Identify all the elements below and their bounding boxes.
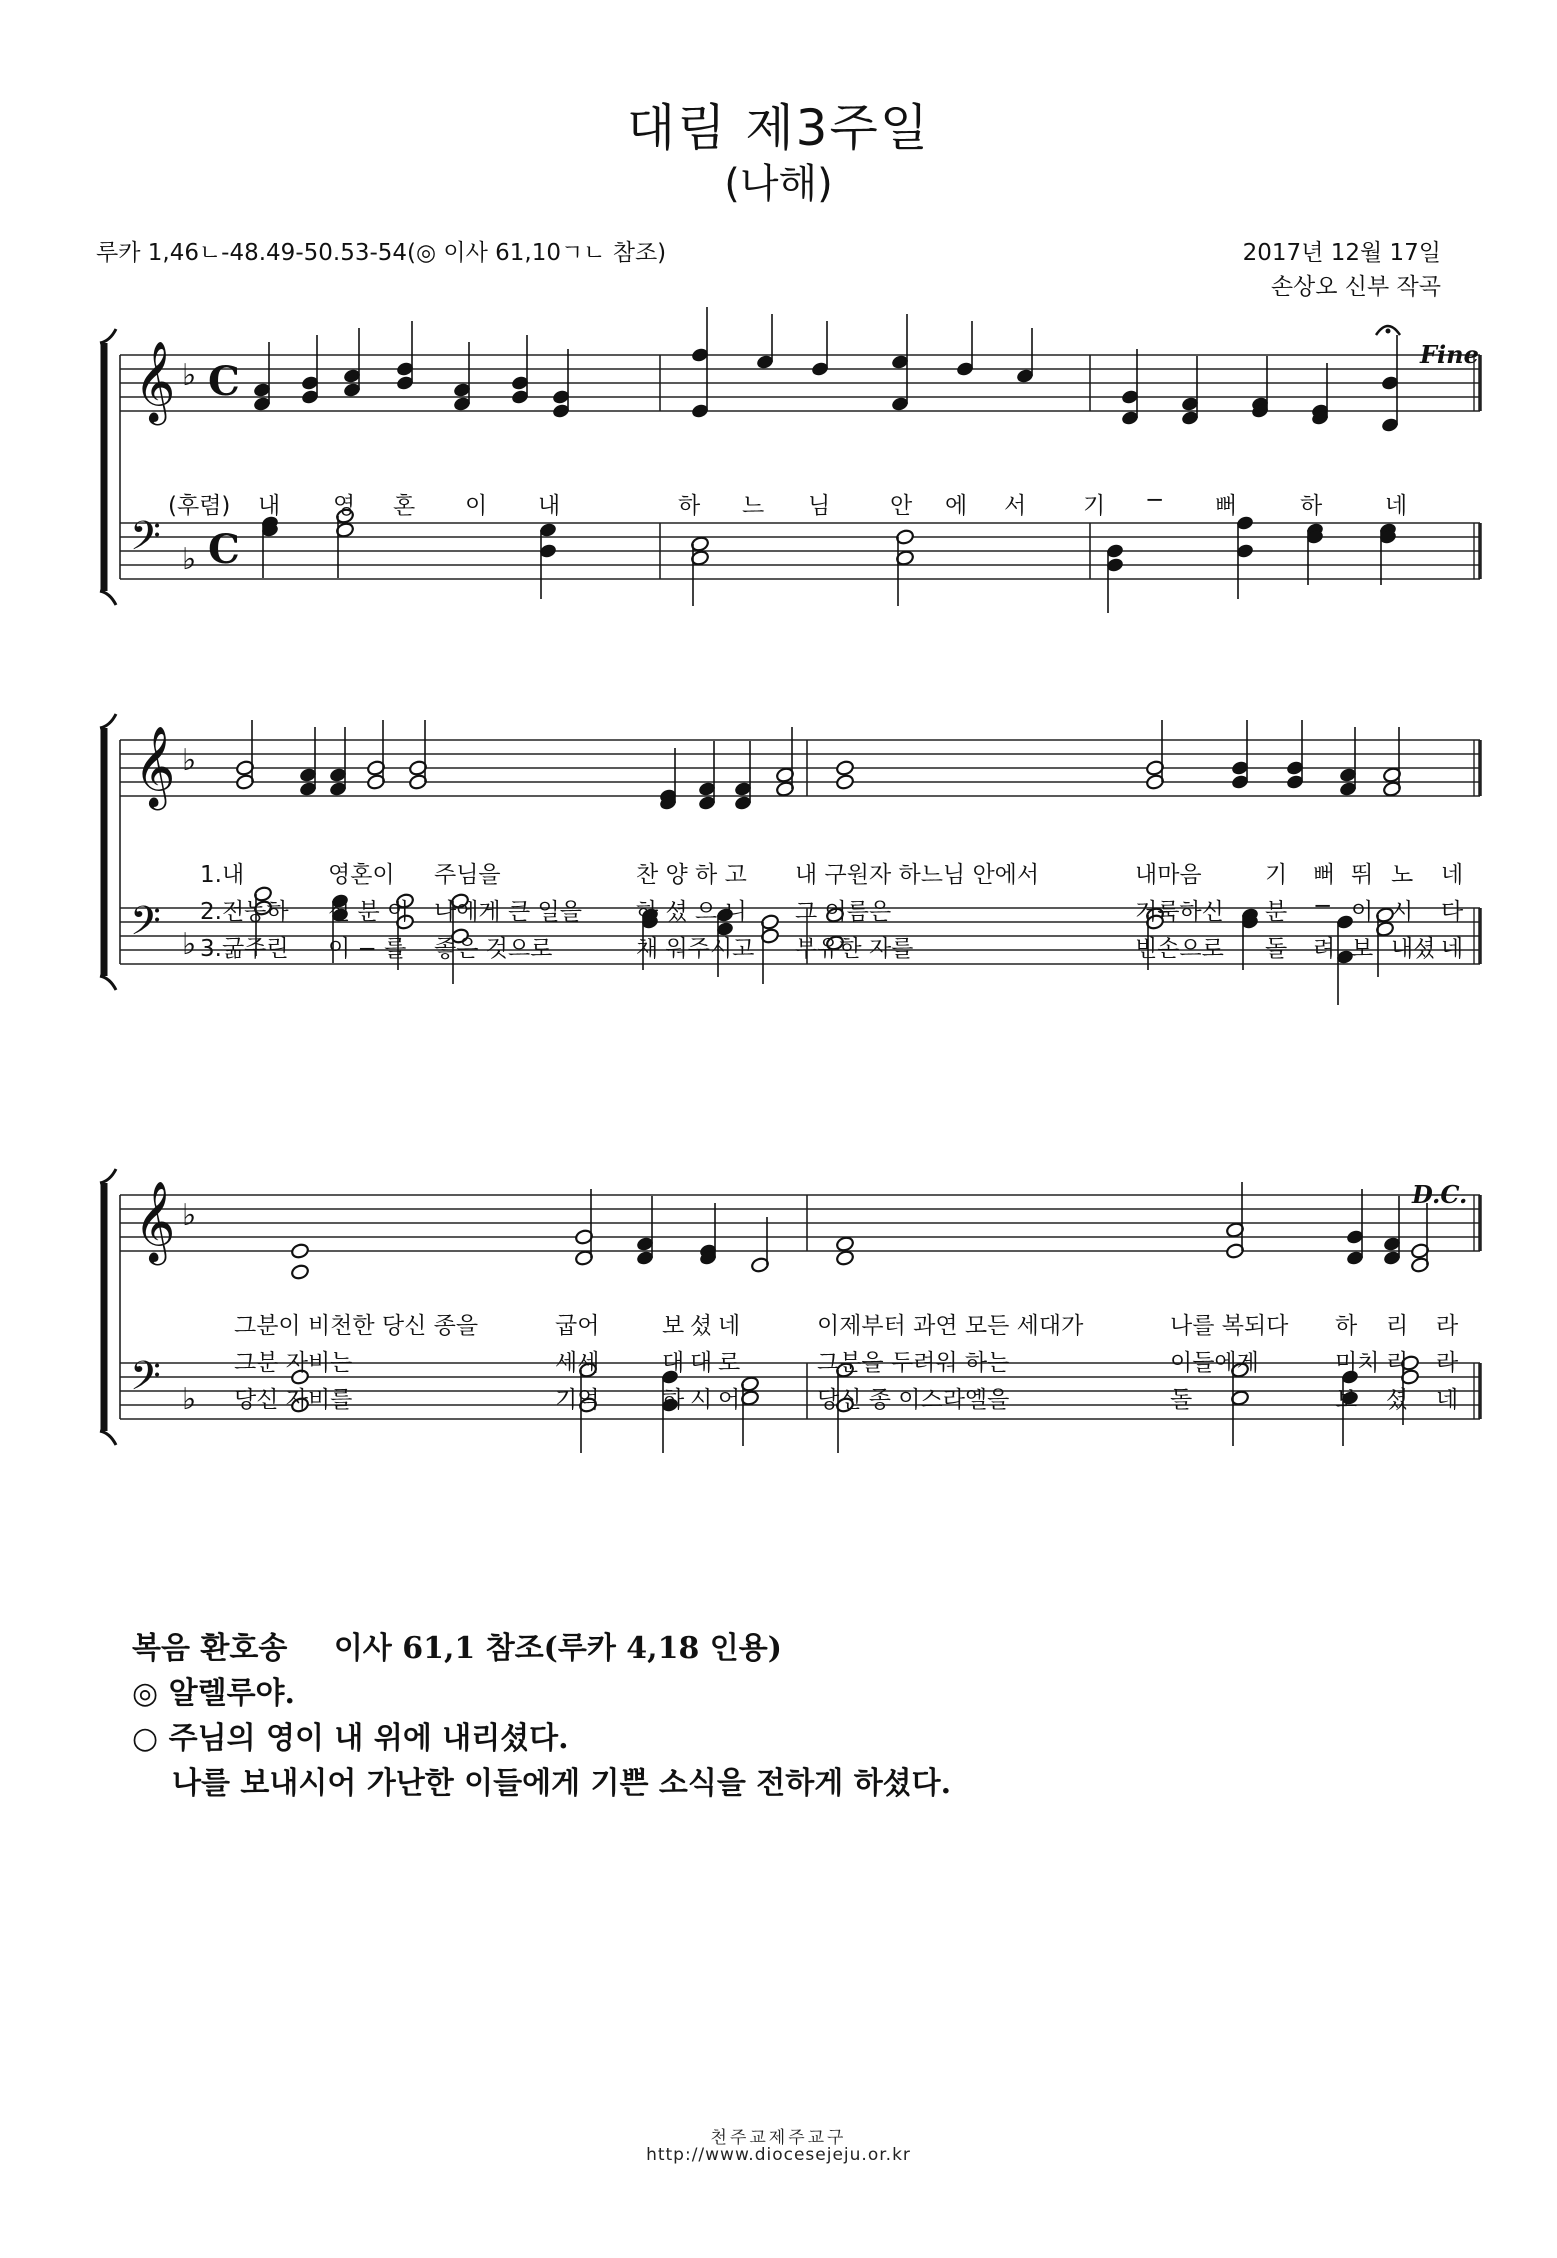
scripture-reference: 루카 1,46ㄴ-48.49-50.53-54(◎ 이사 61,10ㄱㄴ 참조) [96, 240, 667, 266]
note-head [290, 1264, 309, 1281]
verse-lyric: 이 − 를 [328, 936, 407, 962]
verse-lyric: 려 [1313, 936, 1336, 962]
note-head [290, 1243, 309, 1260]
gospel-heading [132, 1623, 782, 1667]
refrain-lyric: 이 [465, 493, 488, 519]
footer-url: http://www.diocesejeju.or.kr [646, 2145, 911, 2165]
verse-lyric: 대 [662, 1350, 685, 1376]
verse-lyric: 그분을 두려워 하는 [817, 1350, 1010, 1376]
refrain-lyric: 하 [1300, 493, 1323, 519]
verse-lyric: 돌 [1265, 936, 1288, 962]
verse-lyric: 내마음 [1135, 862, 1202, 888]
verse-lyric: 이제부터 과연 모든 세대가 [817, 1313, 1084, 1339]
note-head [835, 760, 854, 777]
system-bracket [100, 714, 116, 728]
page-title: 대림 제3주일 [626, 99, 931, 157]
verse-lyric: 라 [1436, 1350, 1459, 1376]
verse-lyric: 거룩하신 [1135, 899, 1224, 925]
bass-clef-icon: 𝄢 [130, 513, 161, 569]
flat-icon: ♭ [182, 542, 197, 577]
verse-lyric: 부유한 자를 [795, 936, 914, 962]
gospel-line-2: ○ 주님의 영이 내 위에 내리셨다. [132, 1721, 569, 1756]
refrain-lyric: 서 [1004, 493, 1027, 519]
footer-org: 천주교제주교구 [710, 2128, 847, 2148]
verse-lyric: 어 [718, 1387, 741, 1413]
verse-lyric: 리 [1386, 1313, 1409, 1339]
gospel-line-1: ◎ 알렐루야. [132, 1676, 295, 1711]
fine-mark: Fine [1420, 340, 1479, 369]
verse-lyric: 영혼이 [328, 862, 395, 888]
treble-clef-icon: 𝄞 [134, 1180, 176, 1262]
refrain-label: (후렴) [168, 493, 231, 519]
refrain-lyric: 네 [1385, 493, 1408, 519]
gospel-heading-title: 복음 환호송 [132, 1631, 288, 1666]
verse-lyric: 찬 양 하 고 [636, 862, 747, 888]
verse-lyric: 분 [1265, 899, 1288, 925]
verse-lyric: 네 [718, 1313, 741, 1339]
flat-icon: ♭ [182, 358, 197, 393]
verse-lyric: 기억 [555, 1387, 600, 1413]
treble-clef-icon: 𝄞 [134, 725, 176, 807]
verse-lyric: 기 [1265, 862, 1288, 888]
refrain-lyric: 에 [945, 493, 968, 519]
flat-icon: ♭ [182, 1382, 197, 1417]
verse-lyric: 내 구원자 하느님 안에서 [795, 862, 1040, 888]
date-label: 2017년 12월 17일 [1242, 240, 1441, 266]
verse-lyric: 보 [1335, 1387, 1358, 1413]
page-subtitle: (나해) [724, 161, 833, 207]
refrain-lyric: − [1145, 487, 1165, 513]
refrain-lyric: 혼 [393, 493, 416, 519]
verse-lyric: 굽어 [555, 1313, 600, 1339]
fermata-icon [1386, 329, 1391, 334]
verse-lyric: − [1313, 893, 1333, 919]
verse-lyric: 로 [718, 1350, 741, 1376]
verse-lyric: 신 분 이 [328, 899, 410, 925]
verse-lyric: 뛰 [1351, 862, 1374, 888]
flat-icon: ♭ [182, 1198, 197, 1233]
verse-lyric: 세세 [555, 1350, 600, 1376]
common-time-icon: C [208, 358, 240, 405]
system-bracket [100, 329, 116, 343]
verse-lyric: 셨 [1386, 1387, 1409, 1413]
verse-lyric: 대 [690, 1350, 713, 1376]
verse-lyric: 노 [1391, 862, 1414, 888]
verse-lyric: 하 [1335, 1313, 1358, 1339]
verse-lyric: 리 [1386, 1350, 1409, 1376]
refrain-lyric: 내 [258, 493, 281, 519]
system-bracket [100, 1431, 116, 1445]
verse-lyric: 내셨 [1391, 936, 1436, 962]
refrain-lyric: 님 [808, 493, 831, 519]
verse-lyric: 그분 자비는 [234, 1350, 353, 1376]
verse-lyric: 당신 종 이스라엘을 [817, 1387, 1010, 1413]
verse-lyric: 보 [662, 1313, 685, 1339]
verse-lyric: 돌 [1170, 1387, 1193, 1413]
verse-lyric: 다 [1441, 899, 1464, 925]
common-time-icon: C [208, 526, 240, 573]
verse-lyric: 네 [1441, 862, 1464, 888]
verse-lyric: 시 [690, 1387, 713, 1413]
refrain-lyric: 안 [890, 493, 913, 519]
verse-lyric: 그 이름은 [795, 899, 892, 925]
verse-lyric: 3.굶주린 [200, 936, 289, 962]
refrain-lyric: 하 [678, 493, 701, 519]
verse-lyric: 이 [1351, 899, 1374, 925]
refrain-lyric: 기 [1083, 493, 1106, 519]
note-head [835, 1236, 854, 1253]
refrain-lyric: 영 [333, 493, 356, 519]
composer-label: 손상오 신부 작곡 [1270, 274, 1441, 300]
dc-mark: D.C. [1412, 1180, 1468, 1209]
note-head [835, 774, 854, 791]
verse-lyric: 채 워주시고 [636, 936, 755, 962]
verse-lyric: 하 셨 으 니 [636, 899, 747, 925]
verse-lyric: 하 [662, 1387, 685, 1413]
verse-lyric: 나를 복되다 [1170, 1313, 1289, 1339]
system-bracket [100, 1169, 116, 1183]
verse-lyric: 시 [1391, 899, 1414, 925]
verse-lyric: 네 [1441, 936, 1464, 962]
flat-icon: ♭ [182, 927, 197, 962]
refrain-lyric: 뻐 [1215, 493, 1238, 519]
verse-lyric: 빈손으로 [1135, 936, 1224, 962]
verse-lyric: 보 [1351, 936, 1374, 962]
system-bracket [100, 976, 116, 990]
verse-lyric: 좋은 것으로 [434, 936, 553, 962]
verse-lyric: 라 [1436, 1313, 1459, 1339]
treble-clef-icon: 𝄞 [134, 340, 176, 422]
verse-lyric: 2.전능하 [200, 899, 289, 925]
gospel-heading-ref: 이사 61,1 참조(루카 4,18 인용) [333, 1631, 782, 1666]
note-head [835, 1250, 854, 1267]
refrain-lyric: 내 [538, 493, 561, 519]
refrain-lyric: 느 [742, 493, 765, 519]
verse-lyric: 그분이 비천한 당신 종을 [234, 1313, 479, 1339]
verse-lyric: 뻐 [1313, 862, 1336, 888]
verse-lyric: 미치 [1335, 1350, 1380, 1376]
flat-icon: ♭ [182, 743, 197, 778]
gospel-line-3: 나를 보내시어 가난한 이들에게 기쁜 소식을 전하게 하셨다. [172, 1766, 952, 1801]
bass-clef-icon: 𝄢 [130, 898, 161, 954]
verse-lyric: 주님을 [434, 862, 501, 888]
verse-lyric: 1.내 [200, 862, 245, 888]
verse-lyric: 이들에게 [1170, 1350, 1259, 1376]
system-bracket [100, 591, 116, 605]
bass-clef-icon: 𝄢 [130, 1353, 161, 1409]
verse-lyric: 네 [1436, 1387, 1459, 1413]
verse-lyric: 셨 [690, 1313, 713, 1339]
verse-lyric: 나에게 큰 일을 [434, 899, 582, 925]
verse-lyric: 당신 자비를 [234, 1387, 353, 1413]
